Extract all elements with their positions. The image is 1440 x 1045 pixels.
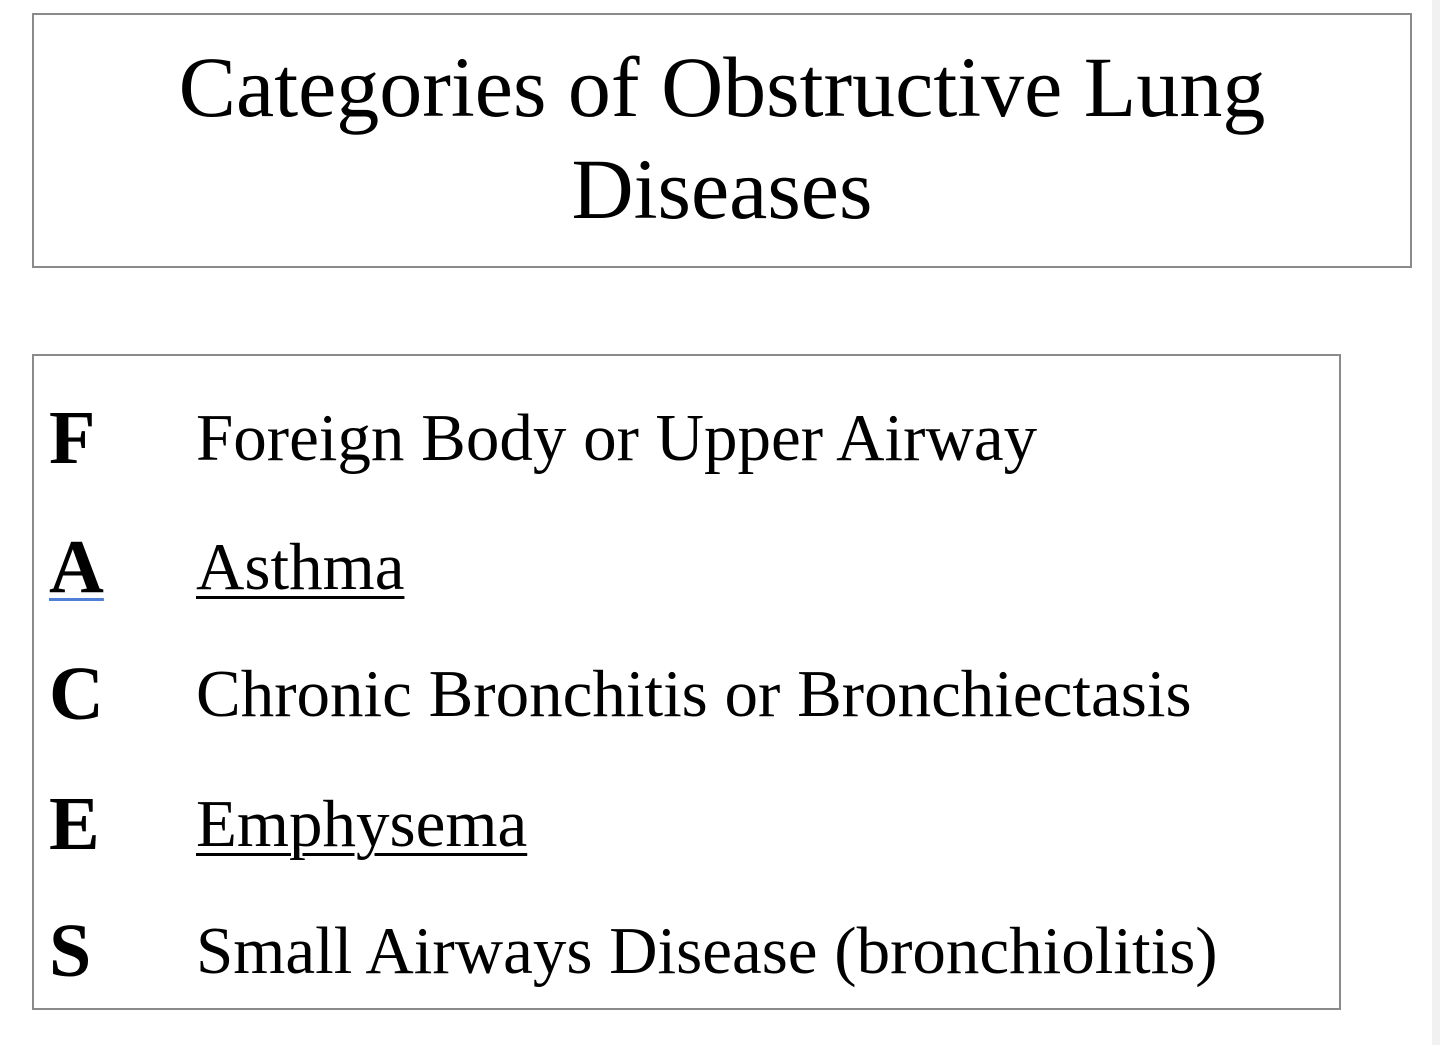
list-item-s bbox=[34, 901, 1339, 1001]
list-item-a bbox=[34, 517, 1339, 617]
page-edge bbox=[1432, 0, 1440, 1045]
category-label: Chronic Bronchitis or Bronchiectasis bbox=[196, 657, 1192, 731]
category-label: Foreign Body or Upper Airway bbox=[196, 401, 1038, 475]
list-item-e bbox=[34, 774, 1339, 874]
category-label: Emphysema bbox=[196, 787, 528, 861]
mnemonic-letter: E bbox=[49, 782, 100, 866]
mnemonic-letter: F bbox=[49, 396, 96, 480]
category-label: Asthma bbox=[196, 530, 405, 604]
mnemonic-letter: C bbox=[49, 652, 104, 736]
mnemonic-letter: S bbox=[49, 909, 92, 993]
list-item-c bbox=[34, 644, 1339, 744]
list-item-f bbox=[34, 388, 1339, 488]
category-label: Small Airways Disease (bronchiolitis) bbox=[196, 914, 1218, 988]
page-title: Categories of Obstructive Lung Diseases bbox=[178, 38, 1266, 237]
mnemonic-list bbox=[32, 354, 1341, 1010]
title-box bbox=[32, 13, 1412, 268]
mnemonic-letter: A bbox=[49, 525, 104, 609]
